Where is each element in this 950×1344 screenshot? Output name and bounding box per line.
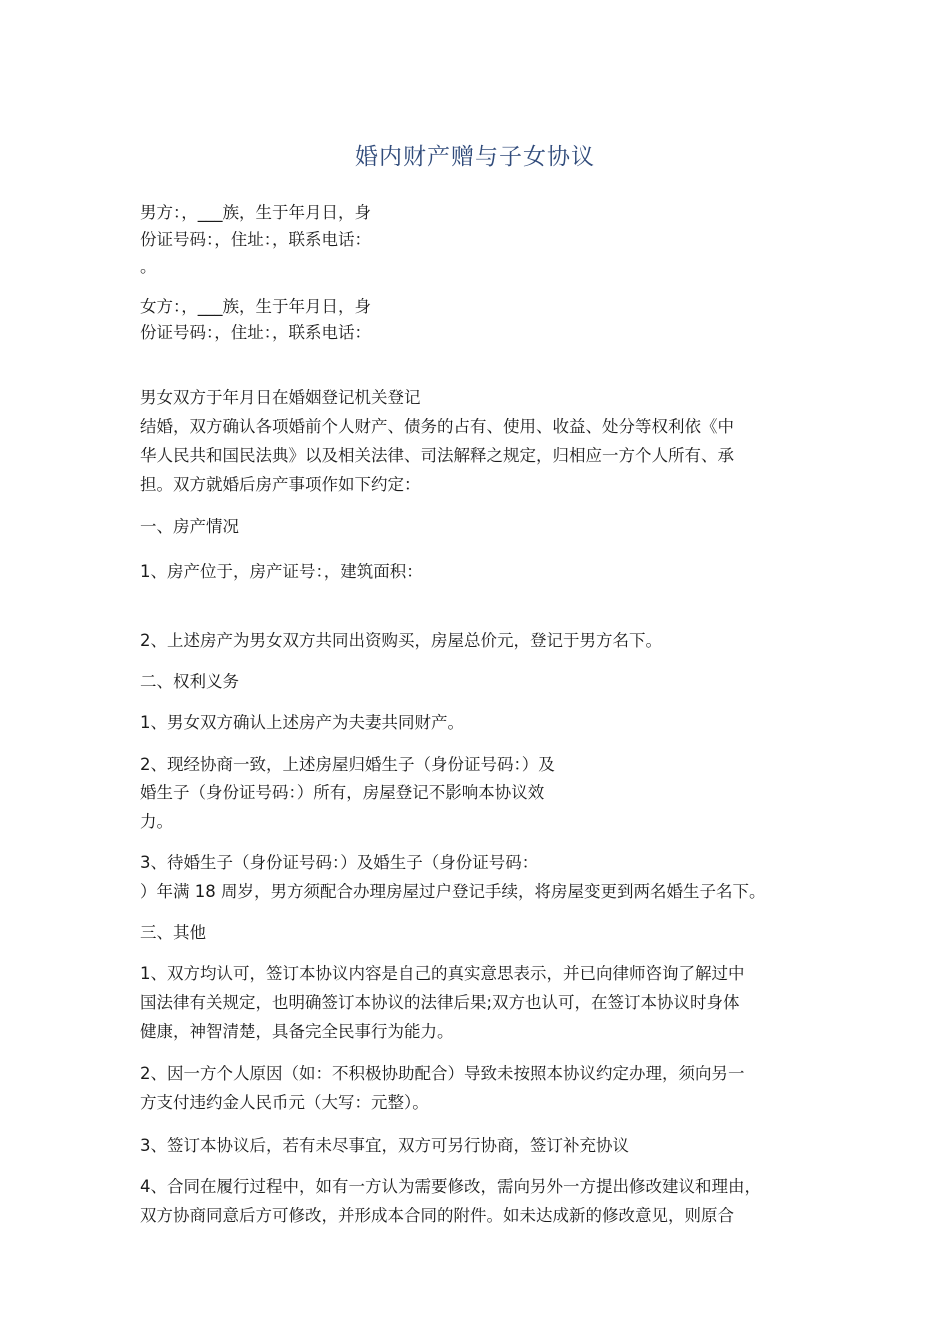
other-item-1-line-2: 国法律有关规定，也明确签订本协议的法律后果;双方也认可，在签订本协议时身体: [140, 993, 740, 1012]
rights-item-1: 1、男女双方确认上述房产为夫妻共同财产。: [140, 713, 464, 732]
document-title: 婚内财产赠与子女协议: [355, 144, 595, 170]
other-item-3: 3、签订本协议后，若有未尽事宜，双方可另行协商，签订补充协议: [140, 1136, 629, 1155]
rights-item-2-line-2: 婚生子（身份证号码：）所有，房屋登记不影响本协议效: [140, 783, 545, 802]
other-item-2-line-2: 方支付违约金人民币元（大写：元整）。: [140, 1093, 429, 1112]
female-party-line-1: 女方：，___族，生于年月日，身: [140, 297, 371, 316]
other-item-1-line-3: 健康，神智清楚，具备完全民事行为能力。: [140, 1022, 454, 1041]
rights-item-2-line-1: 2、现经协商一致，上述房屋归婚生子（身份证号码：）及: [140, 755, 555, 774]
rights-item-3-line-2: ）年满 18 周岁，男方须配合办理房屋过户登记手续，将房屋变更到两名婚生子名下。: [140, 882, 766, 901]
male-party-line-1: 男方：，___族，生于年月日，身: [140, 203, 371, 222]
preamble-line-1: 男女双方于年月日在婚姻登记机关登记: [140, 388, 421, 407]
other-item-2-line-1: 2、因一方个人原因（如：不积极协助配合）导致未按照本协议约定办理，须向另一: [140, 1064, 745, 1083]
property-item-2: 2、上述房产为男女双方共同出资购买，房屋总价元，登记于男方名下。: [140, 631, 662, 650]
male-party-line-2: 份证号码：，住址：，联系电话：: [140, 230, 371, 249]
female-party-line-2: 份证号码：，住址：，联系电话：: [140, 323, 371, 342]
preamble-line-3: 华人民共和国民法典》以及相关法律、司法解释之规定，归相应一方个人所有、承: [140, 446, 734, 465]
property-item-1: 1、房产位于，房产证号：，建筑面积：: [140, 562, 423, 581]
other-item-4-line-2: 双方协商同意后方可修改，并形成本合同的附件。如未达成新的修改意见，则原合: [140, 1206, 734, 1225]
section-heading-other: 三、其他: [140, 923, 206, 942]
section-heading-property: 一、房产情况: [140, 517, 239, 536]
other-item-1-line-1: 1、双方均认可，签订本协议内容是自己的真实意思表示，并已向律师咨询了解过中: [140, 964, 745, 983]
other-item-4-line-1: 4、合同在履行过程中，如有一方认为需要修改，需向另外一方提出修改建议和理由，: [140, 1177, 761, 1196]
male-party-line-3: 。: [140, 257, 157, 276]
rights-item-3-line-1: 3、待婚生子（身份证号码：）及婚生子（身份证号码：: [140, 853, 539, 872]
preamble-line-2: 结婚，双方确认各项婚前个人财产、债务的占有、使用、收益、处分等权利依《中: [140, 417, 734, 436]
rights-item-2-line-3: 力。: [140, 812, 173, 831]
preamble-line-4: 担。双方就婚后房产事项作如下约定：: [140, 475, 421, 494]
section-heading-rights: 二、权利义务: [140, 672, 239, 691]
